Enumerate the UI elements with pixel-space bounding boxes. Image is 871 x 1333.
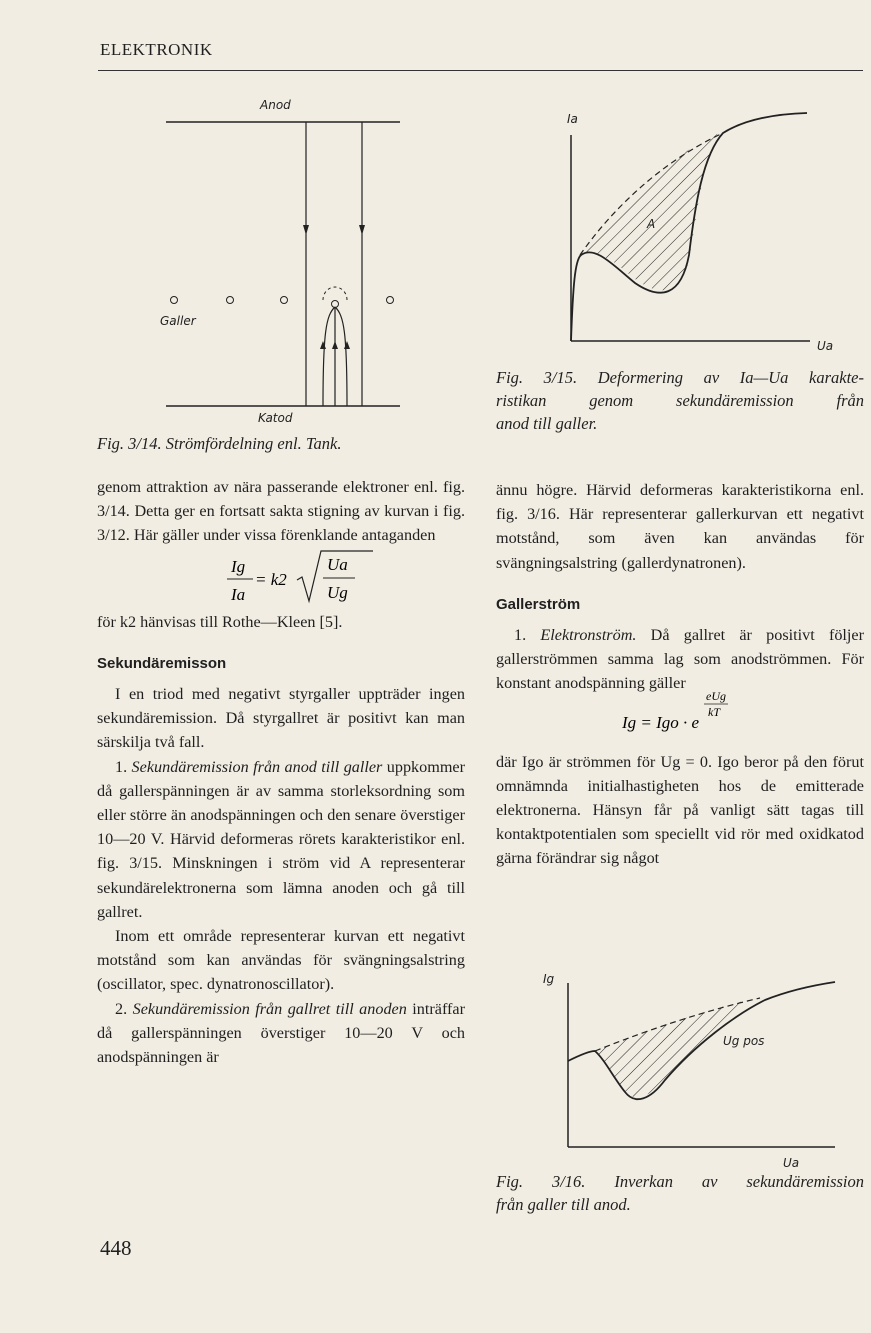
caption-line: från galler till anod.: [496, 1195, 631, 1214]
paragraph: ännu högre. Härvid deformeras karakteristikorna enl. fig. 3/16. Här representerar gallerkurvan ett negativt motstånd, som även kan användas för svängningsalstring (gallerdynatronen).: [496, 481, 864, 572]
figure-3-16: [535, 965, 855, 1175]
paragraph: 1. Sekundäremission från anod till galler uppkommer då gallerspänningen är av samma storleksordning som eller större än anodspänningen och den senare överstiger 10—20 V. Härvid deformeras rörets karakteristikor enl. fig. 3/15. Minskningen i ström vid A representerar sekundärelektronerna som lämna anoden och gå till gallret.: [97, 757, 466, 921]
caption-line: Fig. 3/16. Inverkan av sekundäremission: [496, 1172, 864, 1191]
tube-current-distribution-diagram: [140, 95, 440, 425]
caption-line: Fig. 3/15. Deformering av Ia—Ua karakte-: [496, 368, 864, 387]
grid-label: Galler: [160, 314, 196, 328]
y-axis-label: Ia: [567, 112, 578, 126]
root-denominator: Ug: [327, 582, 348, 602]
formula-constant: = k2: [255, 569, 287, 589]
region-a-label: A: [647, 217, 656, 231]
grid-current-chart: [535, 965, 855, 1175]
section-heading: Gallerström: [496, 595, 581, 613]
exponent-numerator: eUg: [706, 688, 726, 703]
right-column: [496, 478, 864, 871]
figure-3-14: [140, 95, 440, 425]
paragraph: genom attraktion av nära passerande elektroner enl. fig. 3/14. Detta ger en fortsatt sakta stigning av kurvan i fig. 3/12. Här gäller under vissa förenklande antaganden: [97, 478, 465, 545]
page-number: 448: [100, 1236, 132, 1260]
formula-lhs: Ig = Igo · e: [622, 712, 700, 732]
paragraph: för k2 hänvisas till Rothe—Kleen [5].: [97, 612, 343, 631]
root-numerator: Ua: [327, 554, 348, 574]
caption-line: ristikan genom sekundäremission från: [496, 391, 864, 410]
formula-grid-current: [496, 688, 864, 750]
running-header: ELEKTRONIK: [100, 40, 213, 59]
paragraph: Inom ett område representerar kurvan ett negativt motstånd som kan användas för svängningsalstring (oscillator, spec. dynatronoscillator).: [97, 927, 465, 994]
anode-characteristic-chart: [555, 105, 855, 360]
left-column: [97, 475, 465, 1069]
y-axis-label: Ig: [543, 972, 555, 986]
figure-3-14-caption: Fig. 3/14. Strömfördelning enl. Tank.: [97, 434, 342, 453]
paragraph: 2. Sekundäremission från gallret till anoden inträffar då gallerspänningen överstiger 10—20 V och anodspänningen är: [97, 999, 466, 1067]
figure-3-15-caption: [496, 366, 864, 435]
figure-3-16-caption: [496, 1170, 864, 1216]
paragraph: I en triod med negativt styrgaller uppträder ingen sekundäremission. Då styrgallret är positivt kan man särskilja två fall.: [97, 685, 465, 752]
formula-numerator: Ig: [231, 556, 246, 576]
formula-denominator: Ia: [231, 584, 246, 604]
x-axis-label: Ua: [817, 339, 834, 353]
paragraph: där Igo är strömmen för Ug = 0. Igo beror på den förut omnämnda initialhastigheten hos de emitterade elektronerna. Hänsyn får på vanligt sätt tagas till kontaktpotentialen som speciellt vid rör med oxidkatod gärna förändrar sig något: [496, 752, 864, 868]
formula-grid-anode-ratio: [97, 548, 465, 614]
x-axis-label: Ua: [783, 1156, 800, 1170]
exponent-denominator: kT: [708, 704, 720, 719]
caption-line: anod till galler.: [496, 414, 598, 433]
cathode-label: Katod: [258, 411, 293, 425]
figure-3-15: [555, 105, 855, 360]
paragraph: 1. Elektronström. Då gallret är positivt följer gallerströmmen samma lag som anodströmmen. För konstant anodspänning gäller: [496, 626, 865, 693]
section-heading: Sekundäremisson: [97, 654, 227, 672]
header-rule: [98, 70, 863, 71]
ug-pos-label: Ug pos: [723, 1034, 765, 1048]
anode-label: Anod: [260, 98, 291, 112]
